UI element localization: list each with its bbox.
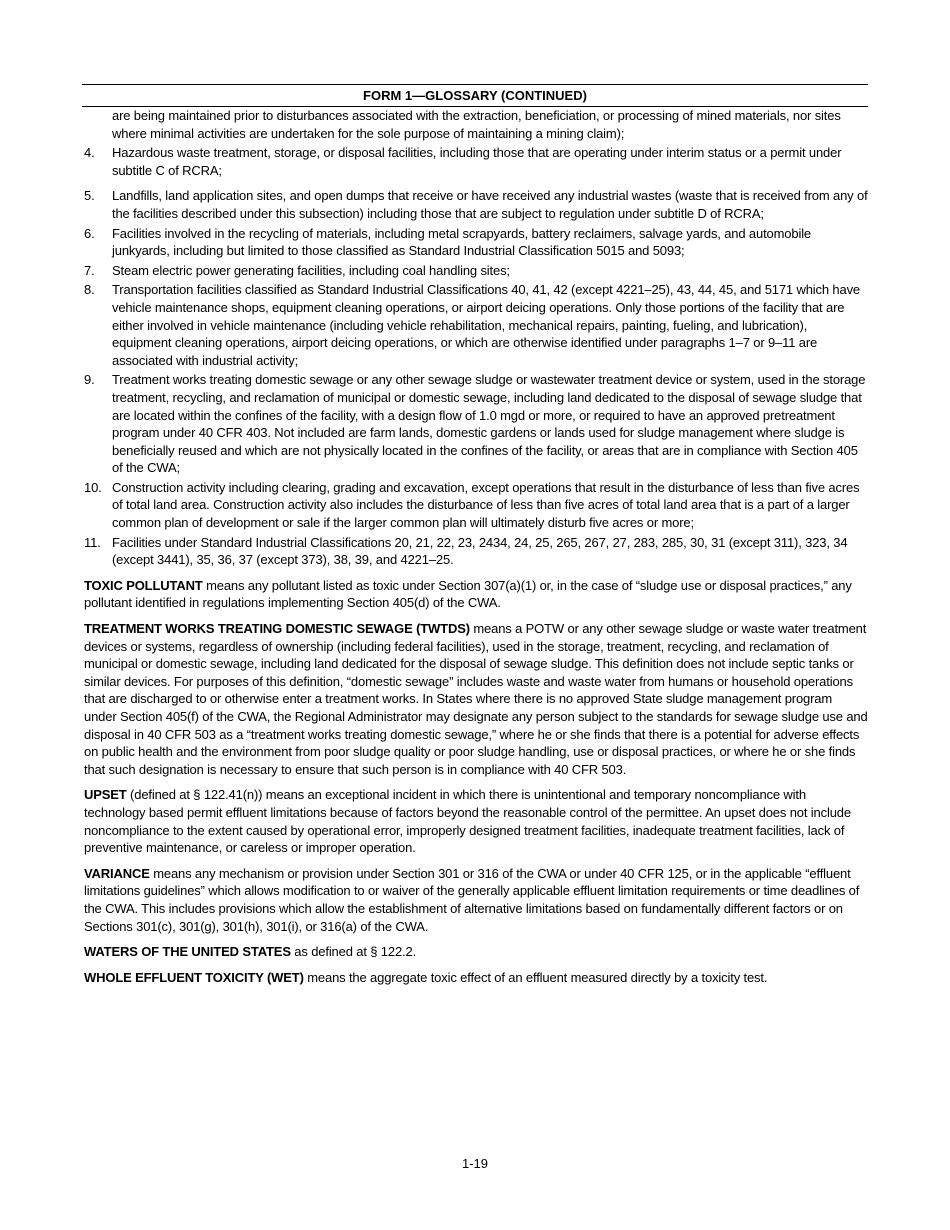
definition-variance [84, 865, 868, 935]
list-item-text: Construction activity including clearing, grading and excavation, except operations that result in the disturbance of less than five acres of total land area. Construction activity also includes the disturbance of less than five acres of total land area that is a part of a larger common plan of development or sale if the larger common plan will ultimately disturb five acres or more; [112, 479, 860, 531]
definition-wet [84, 969, 868, 987]
list-item [82, 187, 868, 222]
page-header [82, 84, 868, 107]
list-item-number: 6. [84, 225, 95, 241]
list-item-text: Treatment works treating domestic sewage or any other sewage sludge or wastewater treatment device or system, used in the storage treatment, recycling, and reclamation of municipal or domestic sewage, including land dedicated to the disposal of sewage sludge that are located within the confines of the facility, with a design flow of 1.0 mgd or more, or required to have an approved pretreatment program under 40 CFR 403. Not included are farm lands, domestic gardens or lands used for sludge management where sludge is beneficially reused and which are not physically located in the confines of the facility, or areas that are in compliance with Section 405 of the CWA; [112, 372, 866, 476]
list-item [82, 262, 868, 280]
list-item-number: 4. [84, 145, 95, 161]
list-item-text: Facilities involved in the recycling of materials, including metal scrapyards, battery reclaimers, salvage yards, and automobile junkyards, including but limited to those classified as Standard Industrial Classification 5015 and 5093; [112, 225, 812, 259]
list-item-number: 8. [84, 282, 95, 298]
definition-text: as defined at § 122.2. [290, 944, 417, 960]
glossary-content [82, 107, 868, 986]
definition-text: means any mechanism or provision under Section 301 or 316 of the CWA or under 40 CFR 125, or in the applicable “effluent limitations guidelines” which allows modification to or waiver of the generally applicable effluent limitation requirements or time deadlines of the CWA. This includes provisions which allow the establishment of alternative limitations based on fundamentally different factors or on Sections 301(c), 301(g), 301(h), 301(i), or 316(a) of the CWA. [84, 865, 860, 934]
definition-term: WATERS OF THE UNITED STATES [84, 944, 291, 960]
list-item [82, 371, 868, 477]
definition-term: TOXIC POLLUTANT [84, 577, 203, 593]
list-item [82, 225, 868, 260]
definition-toxic-pollutant [84, 577, 868, 612]
definition-term: TREATMENT WORKS TREATING DOMESTIC SEWAGE (TWTDS) [84, 621, 470, 637]
document-page [82, 84, 868, 986]
definition-term: WHOLE EFFLUENT TOXICITY (WET) [84, 969, 304, 985]
list-item [82, 479, 868, 532]
list-item-text: Hazardous waste treatment, storage, or disposal facilities, including those that are operating under interim status or a permit under subtitle C of RCRA; [112, 145, 842, 178]
definition-text: (defined at § 122.41(n)) means an exceptional incident in which there is unintentional and temporary noncompliance with technology based permit effluent limitations because of factors beyond the reasonable control of the permittee. An upset does not include noncompliance to the extent caused by operational error, improperly designed treatment facilities, inadequate treatment facilities, lack of preventive maintenance, or careless or improper operation. [84, 787, 851, 856]
list-item-number: 7. [84, 262, 95, 278]
list-item-number: 10. [84, 479, 102, 495]
definition-upset [84, 786, 868, 856]
page-number: 1-19 [461, 1156, 489, 1171]
list-item-text: Transportation facilities classified as Standard Industrial Classifications 40, 41, 42 (except 4221–25), 43, 44, 45, and 5171 which have vehicle maintenance shops, equipment cleaning operations, or airport deicing operations. Only those portions of the facility that are either involved in vehicle maintenance (including vehicle rehabilitation, mechanical repairs, painting, fueling, and lubrication), equipment cleaning operations, airport deicing operations, or which are otherwise identified under paragraphs 1–7 or 9–11 are associated with industrial activity; [112, 282, 861, 368]
continuation-paragraph: are being maintained prior to disturbances associated with the extraction, beneficiation, or processing of mined materials, nor sites where minimal activities are undertaken for the sole purpose of maintaining a mining claim); [112, 108, 841, 141]
page-footer [0, 1156, 950, 1172]
definition-text: means any pollutant listed as toxic under Section 307(a)(1) or, in the case of “sludge use or disposal practices,” any pollutant identified in regulations implementing Section 405(d) of the CWA. [84, 577, 852, 611]
list-item [82, 534, 868, 569]
definition-waters-of-us [84, 943, 868, 961]
definition-term: VARIANCE [84, 865, 150, 881]
industrial-activity-list [82, 144, 868, 569]
list-item [82, 144, 868, 179]
list-item [82, 281, 868, 369]
list-item-number: 5. [84, 188, 95, 204]
definition-text: means a POTW or any other sewage sludge or waste water treatment devices or systems, regardless of ownership (including federal facilities), used in the storage, treatment, recycling, and reclamation of municipal or domestic sewage, including land dedicated for the disposal of sewage sludge. This definition does not include septic tanks or similar devices. For purposes of this definition, “domestic sewage” includes waste and waste water from humans or household operations that are discharged to or otherwise enter a treatment works. In States where there is no approved State sludge management program under Section 405(f) of the CWA, the Regional Administrator may designate any person subject to the standards for sewage sludge use and disposal in 40 CFR 503 as a “treatment works treating domestic sewage,” where he or she finds that there is a potential for adverse effects on public health and the environment from poor sludge quality or poor sludge handling, use or disposal practices, or where he or she finds that such designation is necessary to ensure that such person is in compliance with 40 CFR 503. [84, 621, 868, 777]
definition-term: UPSET [84, 787, 127, 803]
list-item-text: Steam electric power generating facilities, including coal handling sites; [112, 262, 510, 278]
definition-twtds [84, 620, 868, 778]
definition-text: means the aggregate toxic effect of an effluent measured directly by a toxicity test. [303, 969, 768, 985]
header-title: FORM 1—GLOSSARY (CONTINUED) [363, 88, 587, 103]
list-item-text: Facilities under Standard Industrial Classifications 20, 21, 22, 23, 2434, 24, 25, 265, 267, 27, 283, 285, 30, 31 (except 311), 323, 34 (except 3441), 35, 36, 37 (except 373), 38, 39, and 4221–25. [112, 534, 848, 568]
list-item-text: Landfills, land application sites, and open dumps that receive or have received any industrial wastes (waste that is received from any of the facilities described under this subsection) including those that are subject to regulation under subtitle D of RCRA; [112, 188, 868, 221]
list-item-number: 9. [84, 372, 95, 388]
list-item-number: 11. [84, 534, 101, 550]
